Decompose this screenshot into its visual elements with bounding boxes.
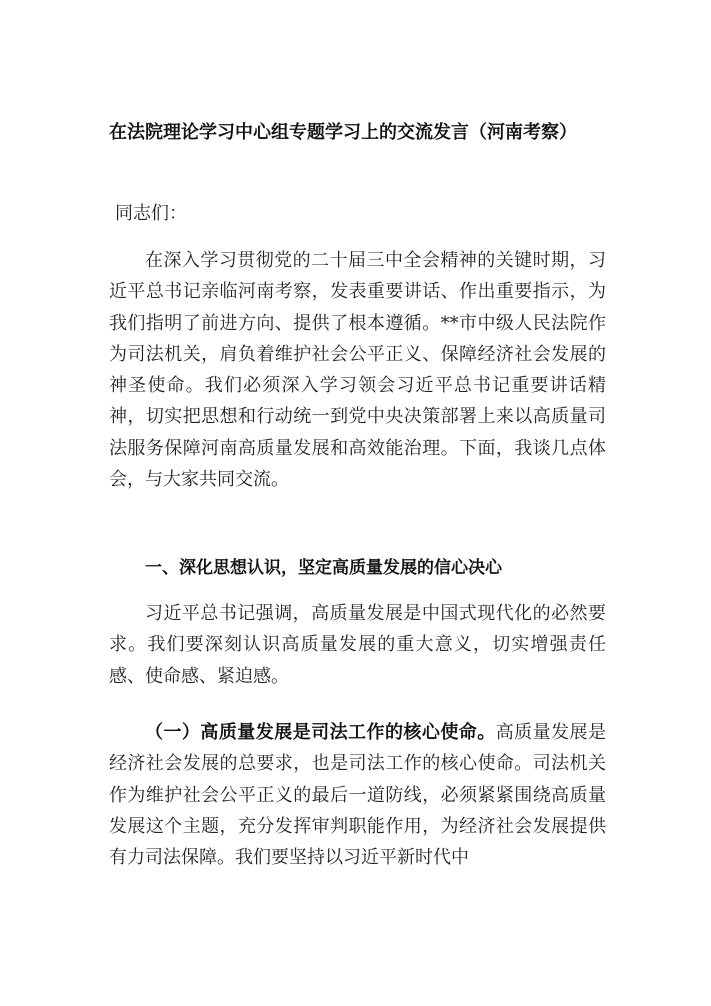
section-1-heading: 一、深化思想认识，坚定高质量发展的信心决心 [145, 558, 502, 578]
section-1-paragraph: 习近平总书记强调，高质量发展是中国式现代化的必然要求。我们要深刻认识高质量发展的重大意义，切实增强责任感、使命感、紧迫感。 [109, 603, 606, 687]
subsection-1-paragraph [109, 717, 606, 873]
subsection-1-text: 高质量发展是经济社会发展的总要求，也是司法工作的核心使命。司法机关作为维护社会公平正义的最后一道防线，必须紧紧围绕高质量发展这个主题，充分发挥审判职能作用，为经济社会发展提供有力司法保障。我们要坚持以习近平新时代中 [109, 722, 607, 869]
subsection-1-heading: （一）高质量发展是司法工作的核心使命。 [145, 722, 496, 743]
intro-paragraph: 在深入学习贯彻党的二十届三中全会精神的关键时期，习近平总书记亲临河南考察，发表重要讲话、作出重要指示，为我们指明了前进方向、提供了根本遵循。**市中级人民法院作为司法机关，肩负着维护社会公平正义、保障经济社会发展的神圣使命。我们必须深入学习领会习近平总书记重要讲话精神，切实把思想和行动统一到党中央决策部署上来以高质量司法服务保障河南高质量发展和高效能治理。下面，我谈几点体会，与大家共同交流。 [109, 250, 606, 491]
salutation: 同志们： [115, 203, 187, 224]
document-title: 在法院理论学习中心组专题学习上的交流发言（河南考察） [109, 122, 577, 143]
